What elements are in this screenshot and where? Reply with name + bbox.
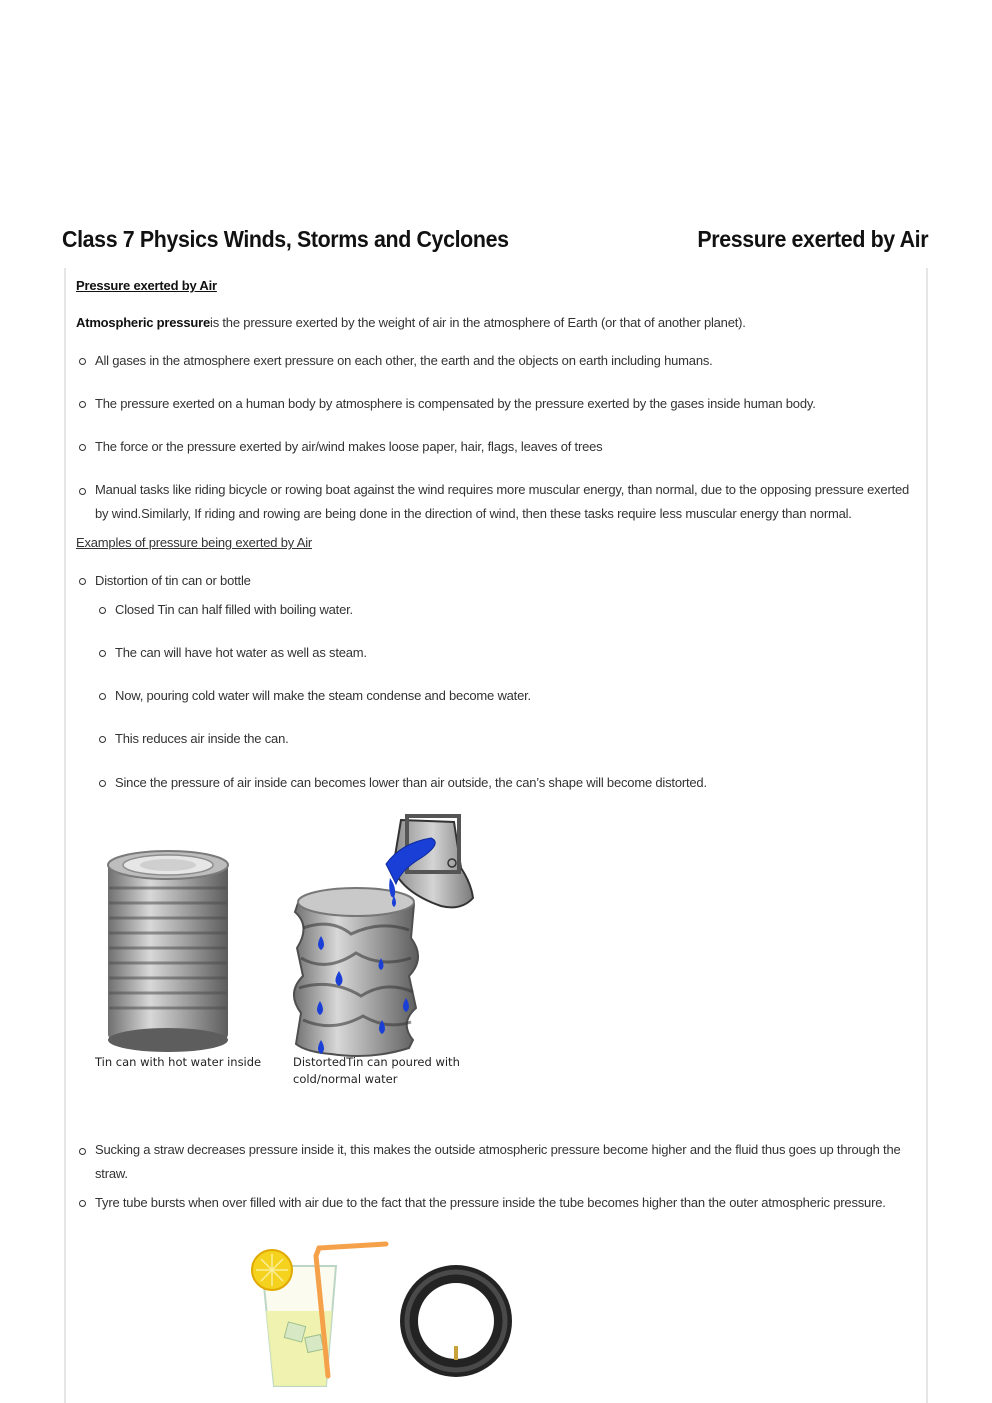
bullet-icon xyxy=(99,693,106,700)
topic-title: Pressure exerted by Air xyxy=(697,226,928,252)
list-item: All gases in the atmosphere exert pressure on each other, the earth and the objects on earth including humans. xyxy=(95,353,713,368)
bullet-icon xyxy=(79,488,86,495)
lemonade-glass-icon xyxy=(252,1244,386,1386)
bullet-icon xyxy=(99,736,106,743)
definition-text: is the pressure exerted by the weight of air in the atmosphere of Earth (or that of another planet). xyxy=(210,315,746,330)
tin-can-icon xyxy=(108,851,228,1052)
list-item: Closed Tin can half filled with boiling water. xyxy=(115,602,353,617)
bullet-icon xyxy=(99,607,106,614)
definition-term: Atmospheric pressure xyxy=(76,315,210,330)
bullet-icon xyxy=(79,358,86,365)
bullet-icon xyxy=(79,1148,86,1155)
bullet-icon xyxy=(79,1200,86,1207)
list-item: Since the pressure of air inside can becomes lower than air outside, the can’s shape will become distorted. xyxy=(115,775,707,790)
list-item: Sucking a straw decreases pressure inside it, this makes the outside atmospheric pressure become higher and the fluid thus goes up through the straw. xyxy=(95,1142,901,1181)
list-item: This reduces air inside the can. xyxy=(115,731,289,746)
list-item: Now, pouring cold water will make the steam condense and become water. xyxy=(115,688,531,703)
list-item: The can will have hot water as well as steam. xyxy=(115,645,367,660)
bullet-icon xyxy=(99,650,106,657)
section-title: Pressure exerted by Air xyxy=(76,278,217,293)
bullet-icon xyxy=(79,578,86,585)
bullet-icon xyxy=(79,401,86,408)
page-header xyxy=(62,226,928,253)
content-card xyxy=(64,268,928,1403)
page-title: Class 7 Physics Winds, Storms and Cyclones xyxy=(62,226,509,252)
bullet-icon xyxy=(79,444,86,451)
list-item: Distortion of tin can or bottle xyxy=(95,573,251,588)
list-item: Tyre tube bursts when over filled with air due to the fact that the pressure inside the tube becomes higher than the outer atmospheric pressure. xyxy=(95,1195,886,1210)
figure-caption-left: Tin can with hot water inside xyxy=(95,1055,262,1069)
list-item: The force or the pressure exerted by air/wind makes loose paper, hair, flags, leaves of trees xyxy=(95,439,603,454)
definition xyxy=(76,315,746,330)
examples-title: Examples of pressure being exerted by Air xyxy=(76,535,313,550)
figure-caption-right-2: cold/normal water xyxy=(293,1072,398,1086)
figure-caption-right-1: DistortedTin can poured with xyxy=(293,1055,460,1069)
list-item: The pressure exerted on a human body by atmosphere is compensated by the pressure exerted by the gases inside human body. xyxy=(95,396,816,411)
tyre-tube-icon xyxy=(400,1265,512,1377)
list-item: Manual tasks like riding bicycle or rowing boat against the wind requires more muscular energy, than normal, due to the opposing pressure exerted by wind.Similarly, If riding and rowing are being done in the direction of wind, then these tasks require less muscular energy than normal. xyxy=(95,482,910,521)
straw-tyre-figure xyxy=(246,1236,536,1396)
distorted-can-icon xyxy=(294,888,418,1056)
bullet-icon xyxy=(99,780,106,787)
tin-can-figure xyxy=(81,808,481,1113)
